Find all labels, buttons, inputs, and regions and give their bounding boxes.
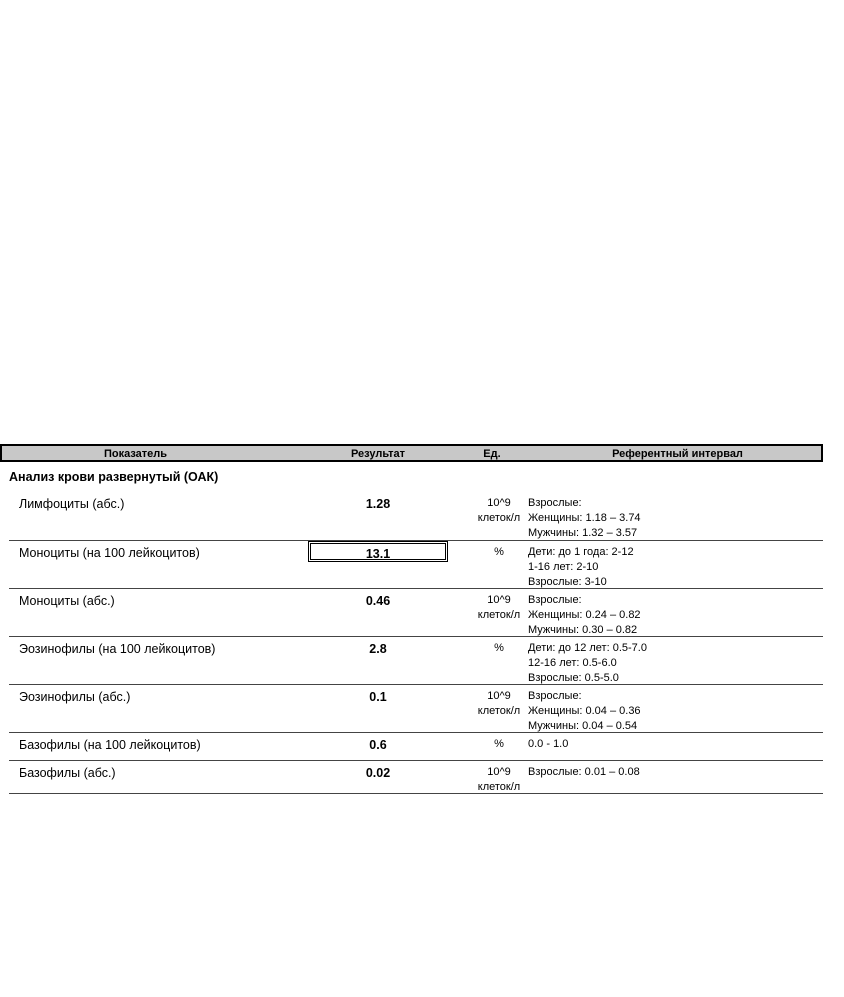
row-param-name: Моноциты (на 100 лейкоцитов) bbox=[19, 546, 200, 560]
row-reference-line: 12-16 лет: 0.5-6.0 bbox=[528, 657, 617, 669]
table-row bbox=[9, 684, 823, 733]
table-row bbox=[9, 636, 823, 685]
row-reference-line: Мужчины: 0.04 – 0.54 bbox=[528, 720, 638, 732]
row-unit-line: % bbox=[494, 546, 504, 558]
row-reference-line: Мужчины: 0.30 – 0.82 bbox=[528, 624, 638, 636]
row-reference-line: Взрослые: 0.5-5.0 bbox=[528, 672, 619, 684]
row-result-value: 1.28 bbox=[365, 497, 391, 511]
row-param-name: Эозинофилы (на 100 лейкоцитов) bbox=[19, 642, 216, 656]
row-reference-interval bbox=[528, 545, 634, 590]
table-row bbox=[9, 732, 823, 761]
row-reference-line: Мужчины: 1.32 – 3.57 bbox=[528, 527, 638, 539]
table-header bbox=[0, 444, 823, 462]
row-reference-line: Взрослые: bbox=[528, 690, 582, 702]
row-result-value: 2.8 bbox=[369, 642, 387, 656]
row-unit-line: клеток/л bbox=[477, 705, 521, 717]
row-unit-line: 10^9 bbox=[487, 766, 511, 778]
row-param-name: Моноциты (абс.) bbox=[19, 594, 115, 608]
row-result-value: 0.02 bbox=[365, 766, 391, 780]
header-result: Результат bbox=[350, 448, 406, 460]
table-row bbox=[9, 760, 823, 794]
row-unit-line: 10^9 bbox=[487, 497, 511, 509]
row-param-name: Базофилы (на 100 лейкоцитов) bbox=[19, 738, 201, 752]
row-reference-line: Дети: до 12 лет: 0.5-7.0 bbox=[528, 642, 647, 654]
row-reference-line: Взрослые: 0.01 – 0.08 bbox=[528, 766, 640, 778]
results-table bbox=[0, 444, 823, 462]
row-unit-line: % bbox=[494, 738, 504, 750]
section-title: Анализ крови развернутый (ОАК) bbox=[9, 470, 219, 484]
row-reference-line: Взрослые: 3-10 bbox=[528, 576, 607, 588]
row-reference-line: Взрослые: bbox=[528, 594, 582, 606]
row-unit-line: % bbox=[494, 642, 504, 654]
row-reference-line: 1-16 лет: 2-10 bbox=[528, 561, 599, 573]
table-row bbox=[9, 540, 823, 589]
row-reference-line: Дети: до 1 года: 2-12 bbox=[528, 546, 634, 558]
row-reference-interval bbox=[528, 737, 568, 752]
table-row bbox=[9, 588, 823, 637]
row-reference-line: Взрослые: bbox=[528, 497, 582, 509]
row-result-value-highlighted: 13.1 bbox=[308, 541, 448, 562]
row-unit-line: 10^9 bbox=[487, 594, 511, 606]
row-result-value: 0.1 bbox=[369, 690, 387, 704]
header-ref: Референтный интервал bbox=[612, 448, 743, 460]
row-reference-line: Женщины: 0.04 – 0.36 bbox=[528, 705, 641, 717]
row-unit-line: 10^9 bbox=[487, 690, 511, 702]
row-reference-interval bbox=[528, 765, 640, 780]
table-row bbox=[9, 491, 823, 541]
row-reference-interval bbox=[528, 496, 641, 541]
row-param-name: Эозинофилы (абс.) bbox=[19, 690, 131, 704]
row-result-value: 0.46 bbox=[365, 594, 391, 608]
row-unit-line: клеток/л bbox=[477, 609, 521, 621]
row-reference-interval bbox=[528, 641, 647, 686]
row-result-value: 0.6 bbox=[369, 738, 387, 752]
row-unit-line: клеток/л bbox=[477, 512, 521, 524]
row-reference-line: Женщины: 1.18 – 3.74 bbox=[528, 512, 641, 524]
header-param: Показатель bbox=[103, 448, 168, 460]
header-unit: Ед. bbox=[483, 448, 501, 460]
row-unit-line: клеток/л bbox=[477, 781, 521, 793]
row-param-name: Базофилы (абс.) bbox=[19, 766, 116, 780]
row-reference-line: 0.0 - 1.0 bbox=[528, 738, 569, 750]
row-reference-interval bbox=[528, 593, 641, 638]
row-reference-interval bbox=[528, 689, 641, 734]
row-param-name: Лимфоциты (абс.) bbox=[19, 497, 125, 511]
row-reference-line: Женщины: 0.24 – 0.82 bbox=[528, 609, 641, 621]
